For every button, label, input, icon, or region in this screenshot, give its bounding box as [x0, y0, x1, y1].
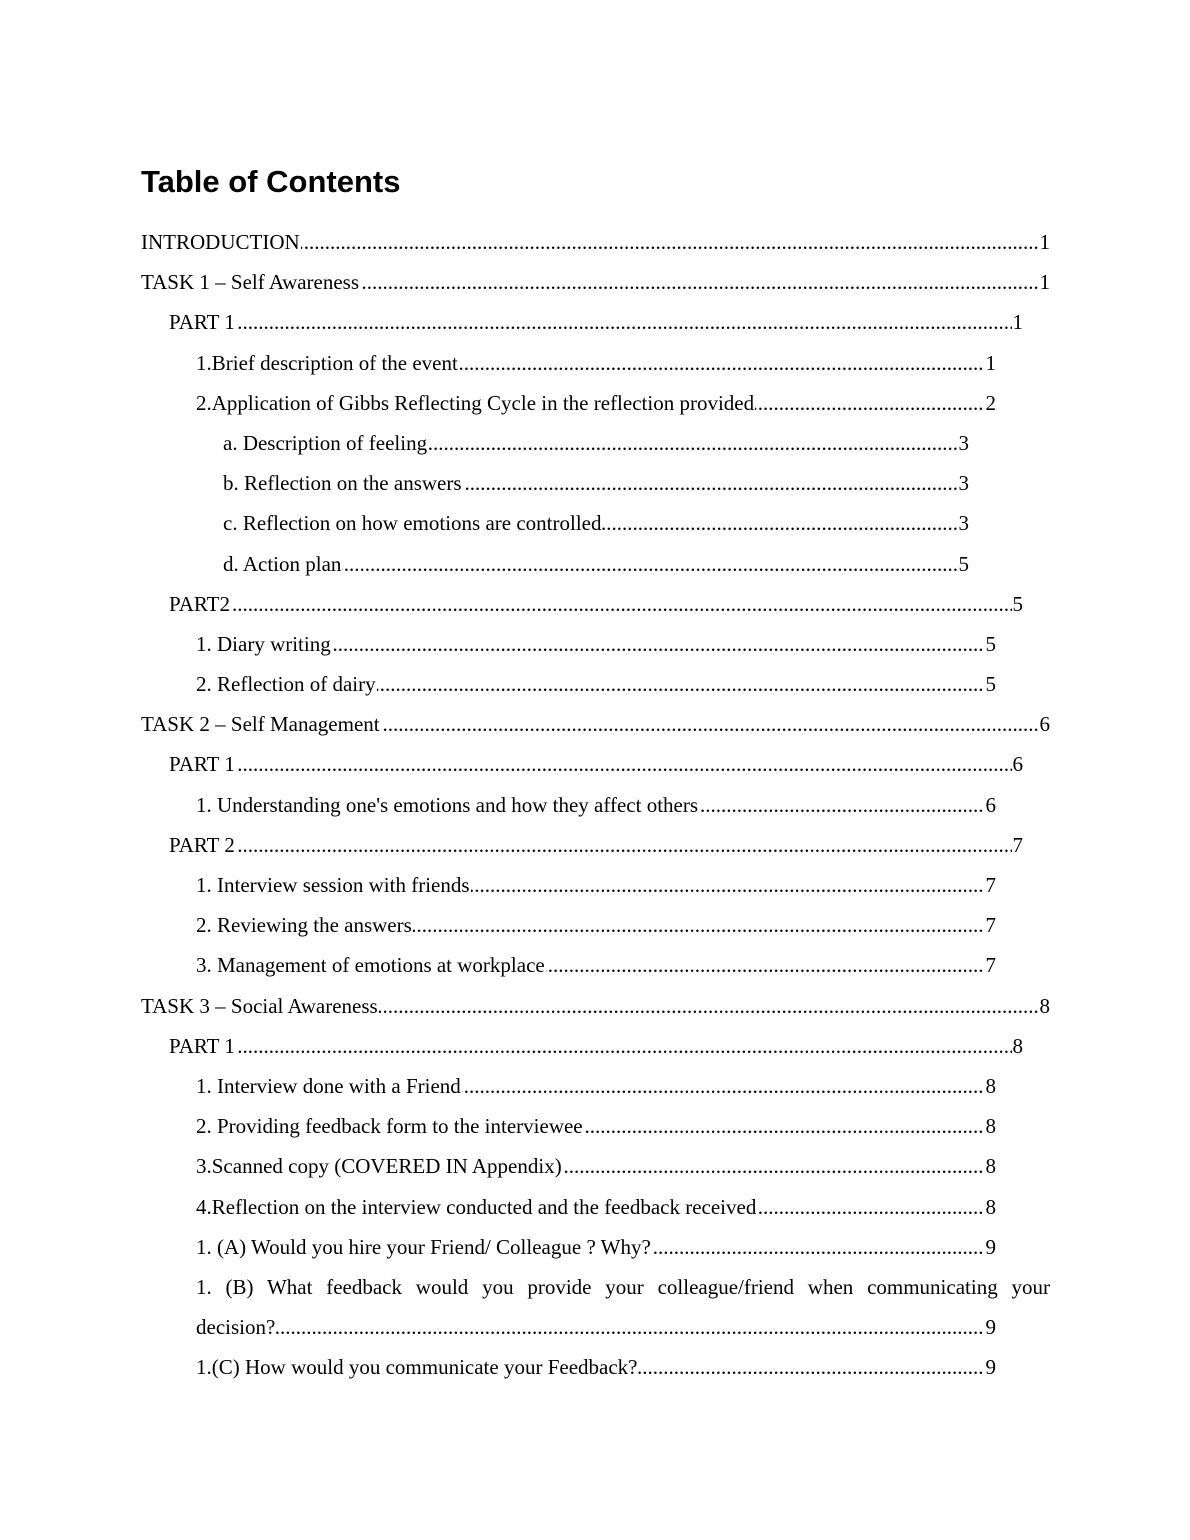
toc-page-number: 1: [1039, 262, 1051, 302]
toc-page-number: 5: [985, 664, 997, 704]
toc-entry-task-2-part-2[interactable]: [169, 825, 1023, 865]
toc-page-number: 7: [985, 945, 997, 985]
toc-page-number: 6: [1039, 704, 1051, 744]
toc-entry-label: 1. Interview done with a Friend: [196, 1066, 462, 1106]
toc-entry-brief-description[interactable]: [196, 343, 996, 383]
toc-entry-task-3[interactable]: [141, 986, 1050, 1026]
toc-page-number: 9: [985, 1307, 997, 1347]
dot-leader: [169, 584, 1023, 624]
toc-page-number: 8: [1012, 1026, 1024, 1066]
toc-entry-reflection-of-dairy[interactable]: [196, 664, 996, 704]
toc-entry-label: c. Reflection on how emotions are controlled: [223, 503, 602, 543]
toc-entry-label: TASK 1 – Self Awareness: [141, 262, 360, 302]
toc-page-number: 3: [958, 503, 970, 543]
toc-entry-label: 2. Reviewing the answers: [196, 905, 413, 945]
dot-leader: [196, 1307, 996, 1347]
toc-page-number: 3: [958, 463, 970, 503]
toc-entry-label: 4.Reflection on the interview conducted and the feedback received: [196, 1187, 757, 1227]
toc-page-number: 2: [985, 383, 997, 423]
toc-entry-reviewing-answers[interactable]: [196, 905, 996, 945]
toc-entry-label: 3. Management of emotions at workplace: [196, 945, 546, 985]
toc-entry-task-1[interactable]: [141, 262, 1050, 302]
toc-page-number: 8: [985, 1106, 997, 1146]
toc-entry-scanned-copy[interactable]: [196, 1146, 996, 1186]
toc-entry-label: 1.Brief description of the event: [196, 343, 459, 383]
dot-leader: [169, 302, 1023, 342]
dot-leader: [169, 825, 1023, 865]
toc-entry-diary-writing[interactable]: [196, 624, 996, 664]
toc-page-number: 8: [985, 1146, 997, 1186]
toc-entry-label: b. Reflection on the answers: [223, 463, 463, 503]
toc-entry-label: PART 1: [169, 744, 236, 784]
toc-entry-label: 1. Interview session with friends: [196, 865, 471, 905]
toc-entry-label: 1. Understanding one's emotions and how they affect others: [196, 785, 699, 825]
toc-entry-label: 2.Application of Gibbs Reflecting Cycle in the reflection provided: [196, 383, 755, 423]
toc-entry-label: TASK 2 – Self Management: [141, 704, 381, 744]
toc-entry-reflection-on-interview[interactable]: [196, 1187, 996, 1227]
dot-leader: [169, 1026, 1023, 1066]
toc-entry-label: 3.Scanned copy (COVERED IN Appendix): [196, 1146, 563, 1186]
toc-entry-task-2-part-1[interactable]: [169, 744, 1023, 784]
toc-page-number: 5: [958, 544, 970, 584]
toc-page-number: 6: [1012, 744, 1024, 784]
toc-entry-label: 1. Diary writing: [196, 624, 332, 664]
toc-entry-task-1-part-2[interactable]: [169, 584, 1023, 624]
toc-entry-label: PART 1: [169, 302, 236, 342]
toc-entry-would-you-hire[interactable]: [196, 1227, 996, 1267]
toc-page-number: 8: [985, 1066, 997, 1106]
toc-page-number: 9: [985, 1227, 997, 1267]
toc-entry-label: 1. (B) What feedback would you provide your colleague/friend when communicating your: [196, 1274, 1050, 1299]
toc-entry-label: d. Action plan: [223, 544, 342, 584]
toc-entry-reflection-on-answers[interactable]: [223, 463, 969, 503]
toc-entry-label: PART 1: [169, 1026, 236, 1066]
toc-page-number: 3: [958, 423, 970, 463]
toc-entry-label: 1. (A) Would you hire your Friend/ Colleague ? Why?: [196, 1227, 652, 1267]
toc-entry-action-plan[interactable]: [223, 544, 969, 584]
toc-page-number: 5: [1012, 584, 1024, 624]
toc-entry-task-1-part-1[interactable]: [169, 302, 1023, 342]
toc-entry-communicate-feedback[interactable]: [196, 1347, 996, 1387]
toc-entry-understanding-emotions[interactable]: [196, 785, 996, 825]
toc-entry-label: a. Description of feeling: [223, 423, 428, 463]
toc-page-number: 9: [985, 1347, 997, 1387]
toc-page-number: 8: [985, 1187, 997, 1227]
toc-entry-emotions-controlled[interactable]: [223, 503, 969, 543]
table-of-contents: [0, 222, 1190, 1387]
toc-page-number: 1: [985, 343, 997, 383]
toc-entry-what-feedback[interactable]: [196, 1267, 1050, 1347]
toc-entry-label: INTRODUCTION: [141, 222, 301, 262]
toc-page-number: 1: [1012, 302, 1024, 342]
toc-page-number: 6: [985, 785, 997, 825]
toc-entry-interview-with-friend[interactable]: [196, 1066, 996, 1106]
toc-entry-label: 1.(C) How would you communicate your Feedback?: [196, 1347, 638, 1387]
toc-page-number: 5: [985, 624, 997, 664]
toc-entry-label: 2. Reflection of dairy: [196, 664, 377, 704]
toc-entry-interview-session[interactable]: [196, 865, 996, 905]
toc-entry-task-2[interactable]: [141, 704, 1050, 744]
toc-page-number: 7: [985, 905, 997, 945]
toc-entry-label: PART 2: [169, 825, 236, 865]
toc-entry-continuation: [196, 1307, 996, 1347]
toc-entry-gibbs-cycle[interactable]: [196, 383, 996, 423]
toc-entry-feedback-form[interactable]: [196, 1106, 996, 1146]
toc-entry-task-3-part-1[interactable]: [169, 1026, 1023, 1066]
toc-page-number: 7: [1012, 825, 1024, 865]
toc-title: Table of Contents: [141, 164, 401, 199]
dot-leader: [169, 744, 1023, 784]
toc-entry-label: PART2: [169, 584, 231, 624]
toc-entry-management-of-emotions[interactable]: [196, 945, 996, 985]
toc-entry-label-continued: decision?: [196, 1307, 276, 1347]
toc-page-number: 7: [985, 865, 997, 905]
toc-entry-introduction[interactable]: [141, 222, 1050, 262]
toc-entry-label: TASK 3 – Social Awareness: [141, 986, 379, 1026]
toc-entry-description-of-feeling[interactable]: [223, 423, 969, 463]
toc-page-number: 8: [1039, 986, 1051, 1026]
toc-page-number: 1: [1039, 222, 1051, 262]
toc-entry-label: 2. Providing feedback form to the interviewee: [196, 1106, 584, 1146]
